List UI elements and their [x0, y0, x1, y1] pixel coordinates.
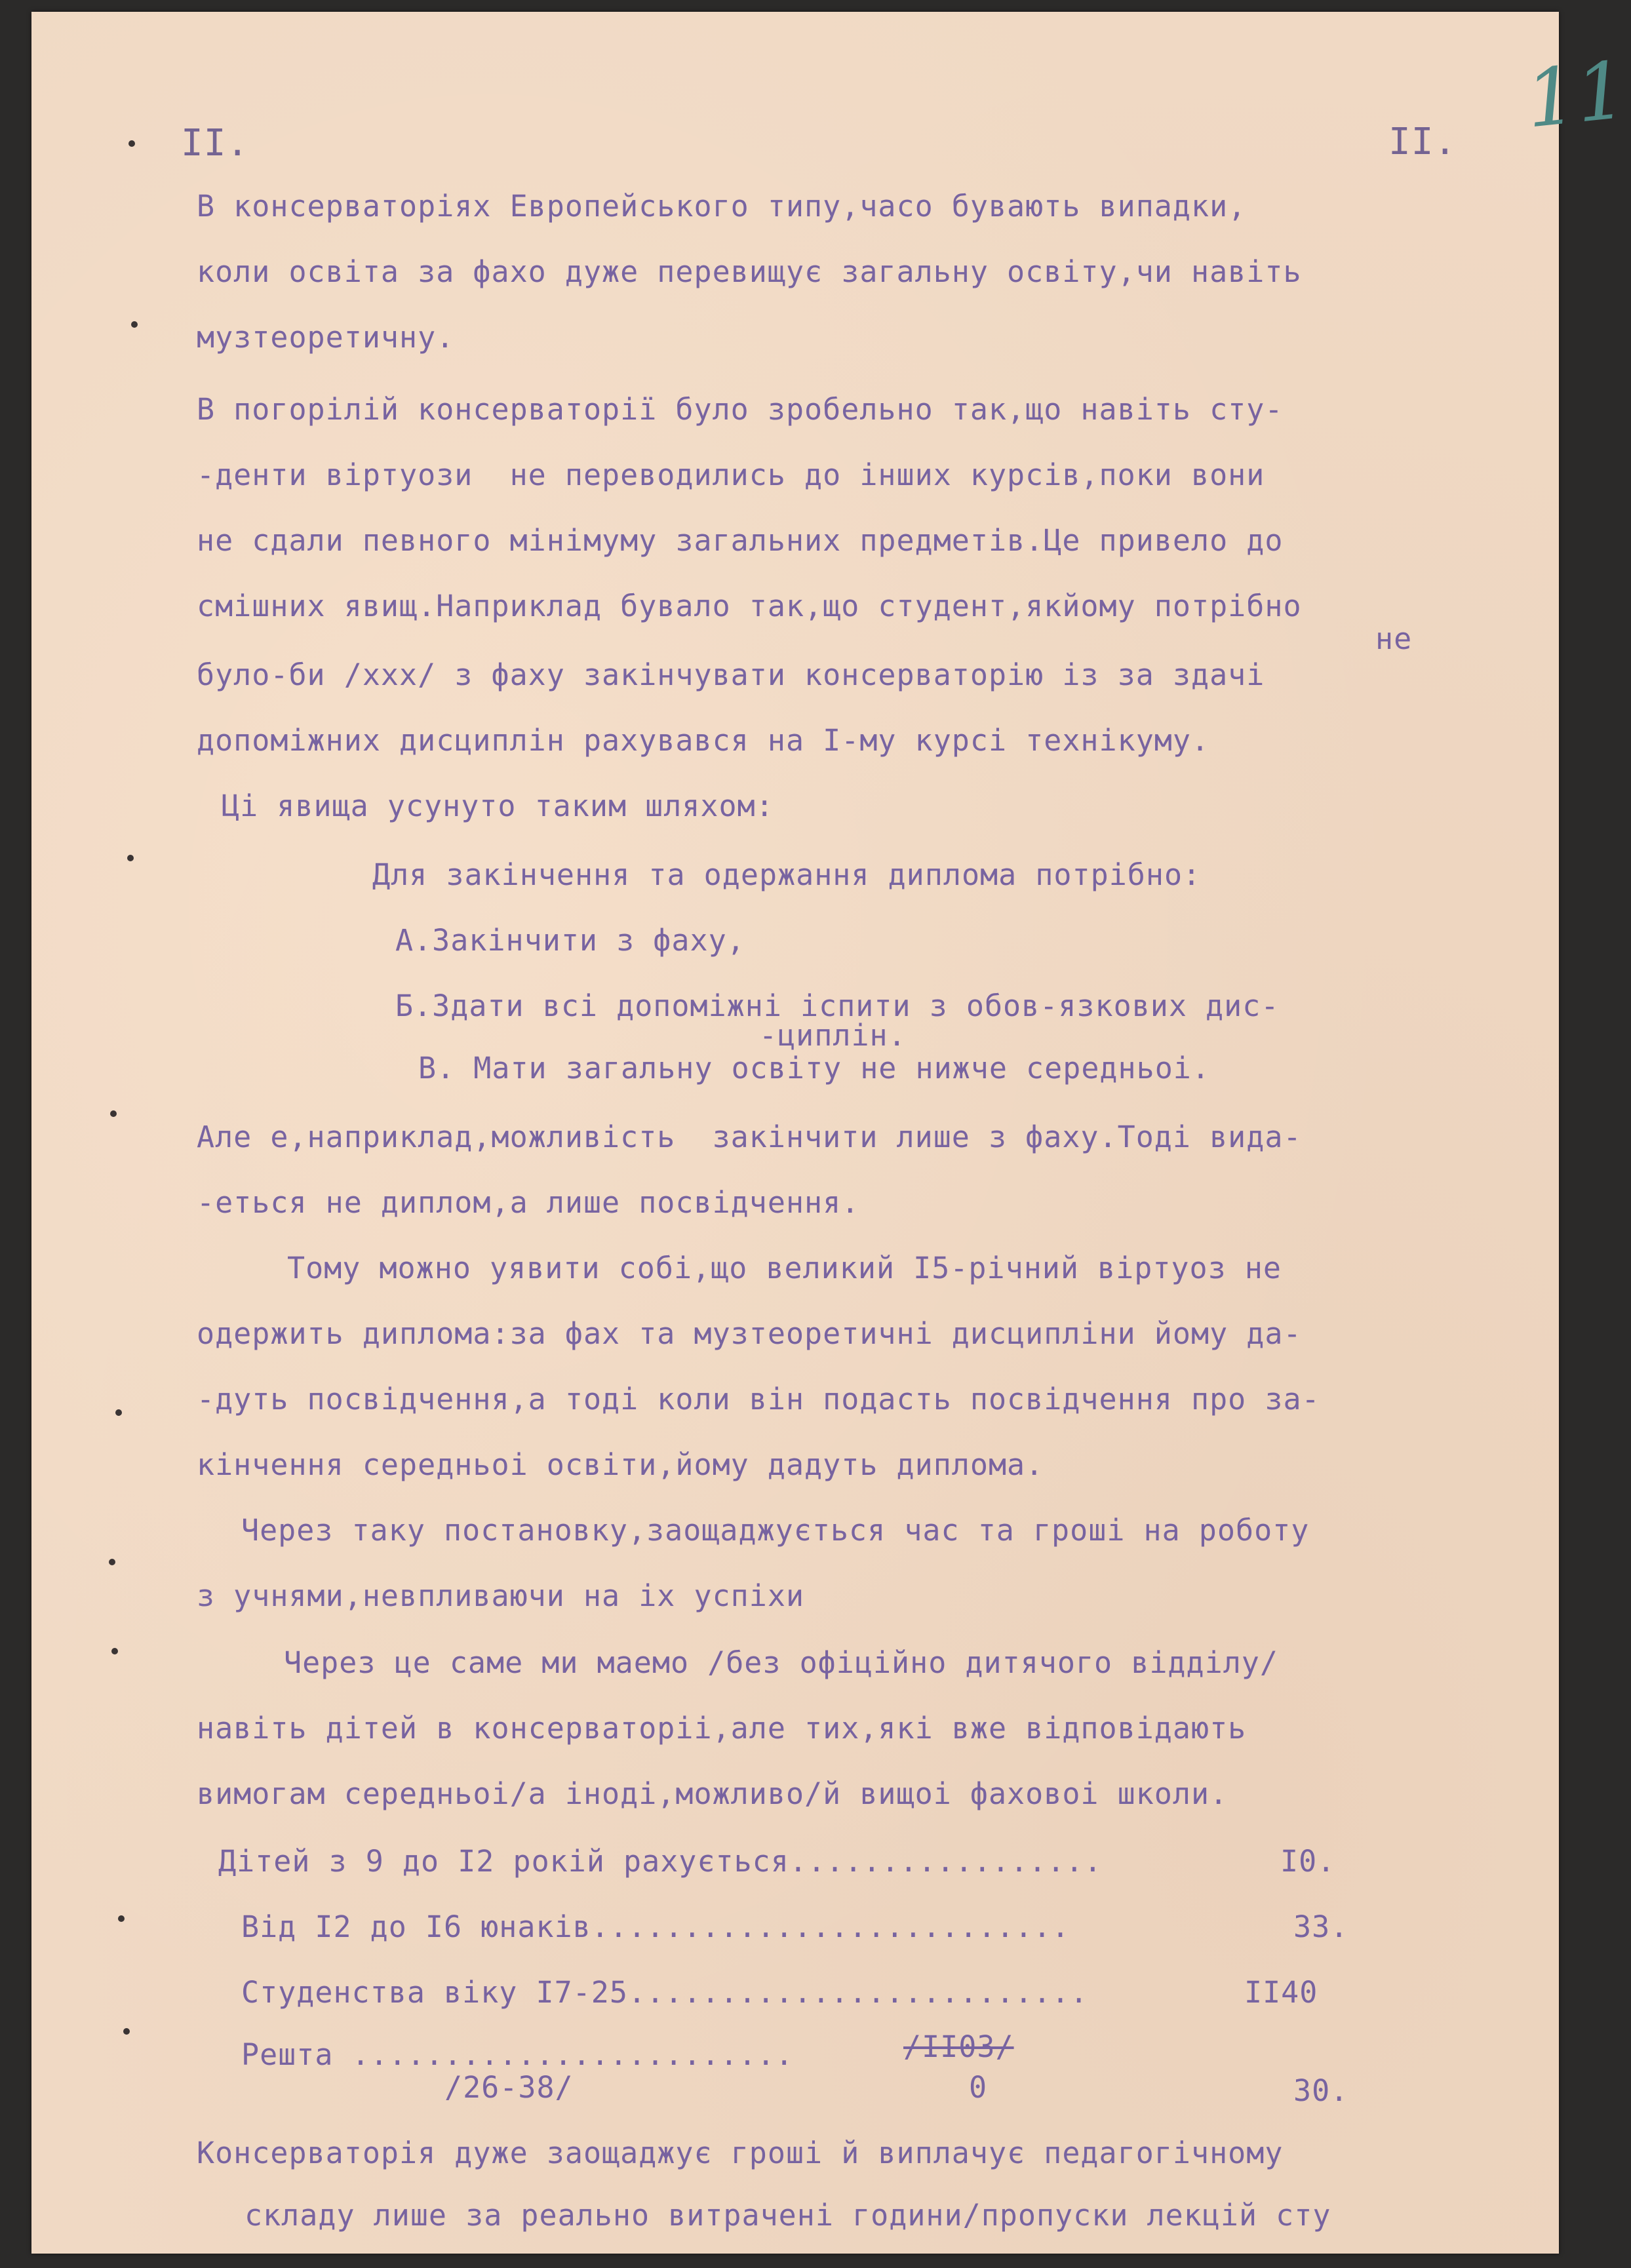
text-line: -денти віртуози не переводились до інших курсів,поки вони: [197, 458, 1265, 492]
stats-label: Дітей з 9 до І2 рокій рахується.................: [218, 1844, 1103, 1879]
text-line: смішних явищ.Наприклад бувало так,що студент,якйому потрібно: [197, 589, 1302, 623]
margin-dot: [110, 1110, 117, 1117]
text-line: Але е,наприклад,можливість закінчити лише з фаху.Тоді вида-: [197, 1120, 1302, 1154]
margin-dot: [127, 855, 134, 861]
page-number-right: II.: [1388, 121, 1457, 163]
text-line: В погорілій консерваторії було зробельно так,що навіть сту-: [197, 392, 1284, 427]
text-line: Консерваторія дуже заощаджує гроші й виплачує педагогічному: [197, 2136, 1284, 2170]
text-line: -дуть посвідчення,а тоді коли він подасть посвідчення про за-: [197, 1382, 1320, 1417]
margin-dot: [115, 1409, 122, 1416]
margin-dot: [111, 1648, 118, 1654]
stats-value-crossed: /ІІ03/: [903, 2029, 1014, 2064]
text-line: навіть дітей в консерваторіі,але тих,які вже відповідають: [197, 1711, 1247, 1746]
text-line: музтеоретичну.: [197, 320, 455, 355]
text-line: Через таку постановку,заощаджується час та гроші на роботу: [241, 1513, 1310, 1548]
text-line: В консерваторіях Европейського типу,часо бувають випадки,: [197, 189, 1247, 224]
stats-value: 33.: [1293, 1909, 1349, 1944]
stats-age-range: /26-38/: [444, 2070, 574, 2105]
list-item: В. Мати загальну освіту не нижче середньоі.: [418, 1051, 1210, 1085]
stats-label: Студенства віку І7-25.........................: [241, 1975, 1089, 2010]
text-line: Ці явища усунуто таким шляхом:: [222, 789, 774, 823]
archive-page-number: 11: [1522, 45, 1631, 146]
document-page: [31, 12, 1631, 2254]
stats-correction: 0: [969, 2070, 988, 2105]
stats-label: Решта ........................: [241, 2037, 794, 2072]
margin-dot: [109, 1559, 115, 1565]
interlinear-insertion: не: [1375, 621, 1413, 656]
margin-dot: [123, 2028, 130, 2035]
list-item: -циплін.: [759, 1018, 907, 1053]
text-line: не сдали певного мінімуму загальних предметів.Це привело до: [197, 523, 1284, 558]
text-line: кінчення середньоі освіти,йому дадуть диплома.: [197, 1447, 1044, 1482]
text-line: коли освіта за фахо дуже перевищує загальну освіту,чи навіть: [197, 254, 1302, 289]
margin-dot: [118, 1915, 125, 1922]
text-line: вимогам середньоі/а іноді,можливо/й вищоі фаховоі школи.: [197, 1776, 1228, 1811]
list-item: А.Закінчити з фаху,: [395, 923, 745, 958]
text-line: допоміжних дисциплін рахувався на І-му курсі технікуму.: [197, 723, 1210, 758]
text-line: -еться не диплом,а лише посвідчення.: [197, 1185, 860, 1220]
text-line: Через це саме ми маемо /без офіційно дитячого відділу/: [284, 1645, 1278, 1680]
stats-label: Від І2 до І6 юнаків..........................: [241, 1909, 1071, 1944]
page-number-left: II.: [181, 122, 250, 165]
margin-dot: [128, 140, 135, 147]
text-line: було-би /ххх/ з фаху закінчувати консерваторію із за здачі: [197, 657, 1265, 692]
stats-value: 30.: [1293, 2073, 1349, 2108]
margin-dot: [131, 321, 138, 328]
text-line: складу лише за реально витрачені години/пропуски лекцій сту: [245, 2198, 1331, 2233]
stats-value: І0.: [1280, 1844, 1336, 1879]
text-line: з учнями,невпливаючи на іх успіхи: [197, 1578, 805, 1613]
text-line: Тому можно уявити собі,що великий І5-річний віртуоз не: [287, 1251, 1282, 1285]
text-line: одержить диплома:за фах та музтеоретичні дисципліни йому да-: [197, 1316, 1302, 1351]
text-line: Для закінчення та одержання диплома потрібно:: [372, 857, 1202, 892]
stats-value: ІІ40: [1244, 1975, 1318, 2010]
list-item: Б.Здати всі допоміжні іспити з обов-язкових дис-: [395, 988, 1280, 1023]
